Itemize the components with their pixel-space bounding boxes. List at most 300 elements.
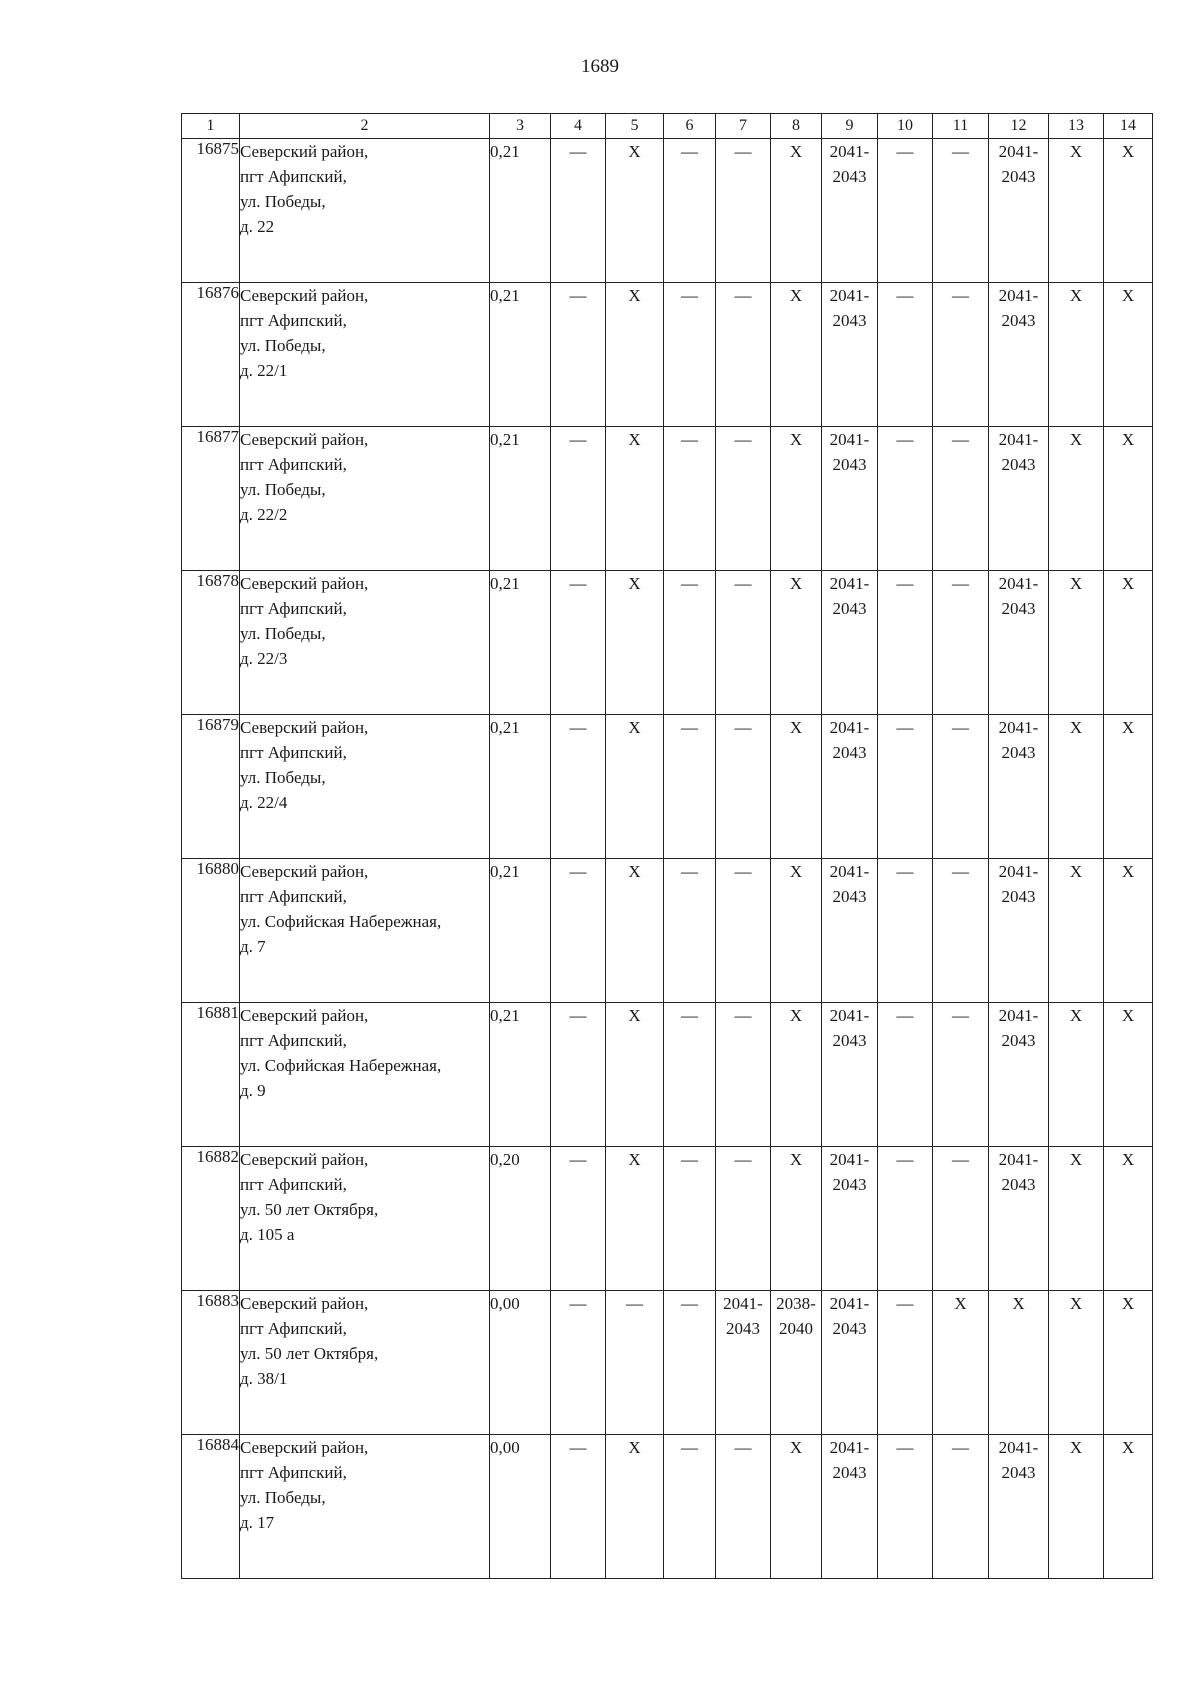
cell-value: X — [954, 1294, 967, 1313]
value-cell-col-5 — [606, 1435, 664, 1579]
table-row — [182, 715, 1153, 859]
value-cell-col-6 — [664, 1147, 716, 1291]
cell-value: 2043 — [1001, 599, 1036, 618]
cell-value: 2041- — [998, 142, 1039, 161]
value-cell-col-11 — [933, 571, 989, 715]
cell-value: X — [1069, 1438, 1083, 1457]
value-cell-col-9 — [822, 427, 878, 571]
cell-value: X — [1069, 1294, 1083, 1313]
cell-value: 2040 — [779, 1319, 813, 1338]
cell-value: — — [734, 1006, 752, 1025]
cell-value: 2043 — [832, 1031, 867, 1050]
cell-value: X — [1121, 1294, 1135, 1313]
address-cell — [240, 1291, 490, 1435]
value-cell-col-13 — [1049, 715, 1104, 859]
registry-table — [181, 113, 1153, 1579]
value-cell-col-7 — [716, 1003, 771, 1147]
value-cell-col-5 — [606, 427, 664, 571]
address-line: пгт Афипский, — [240, 1031, 347, 1050]
cell-value: — — [952, 430, 969, 449]
cell-value: 2043 — [1001, 1175, 1036, 1194]
value-cell-col-5 — [606, 1147, 664, 1291]
address-line: Северский район, — [240, 430, 369, 449]
value-cell-col-7 — [716, 859, 771, 1003]
cell-value: 2041- — [998, 574, 1039, 593]
cell-value: 2043 — [832, 167, 867, 186]
cell-value: X — [1069, 1150, 1083, 1169]
address-line: д. 22/3 — [240, 649, 288, 668]
cell-value: X — [1121, 574, 1135, 593]
value-cell-col-13 — [1049, 571, 1104, 715]
value-cell-col-7 — [716, 139, 771, 283]
value-cell-col-6 — [664, 139, 716, 283]
cell-value: 2043 — [726, 1319, 760, 1338]
cell-value: X — [1121, 1438, 1135, 1457]
value-cell-col-5 — [606, 1291, 664, 1435]
cell-value: — — [681, 1006, 698, 1025]
cell-value: X — [1121, 1006, 1135, 1025]
value-cell-col-8 — [771, 1147, 822, 1291]
cell-value: 0,00 — [490, 1294, 520, 1313]
value-cell-col-10 — [878, 1147, 933, 1291]
cell-value: 0,21 — [490, 430, 520, 449]
value-cell-col-9 — [822, 1435, 878, 1579]
value-cell-col-9 — [822, 715, 878, 859]
cell-value: X — [628, 1150, 641, 1169]
cell-value: — — [896, 1006, 914, 1025]
cell-value: — — [569, 718, 587, 737]
value-cell-col-12 — [989, 1435, 1049, 1579]
value-cell-col-5 — [606, 715, 664, 859]
value-cell-col-8 — [771, 571, 822, 715]
cell-value: — — [569, 430, 587, 449]
value-cell-col-10 — [878, 283, 933, 427]
value-cell-col-6 — [664, 859, 716, 1003]
cell-value: — — [681, 1438, 698, 1457]
value-cell-col-3 — [490, 859, 551, 1003]
value-cell-col-6 — [664, 283, 716, 427]
address-line: Северский район, — [240, 1438, 369, 1457]
cell-value: 2041- — [998, 1150, 1039, 1169]
value-cell-col-13 — [1049, 283, 1104, 427]
cell-value: — — [681, 718, 698, 737]
cell-value: 0,21 — [490, 142, 520, 161]
cell-value: X — [789, 718, 803, 737]
cell-value: X — [1121, 862, 1135, 881]
cell-value: 2043 — [1001, 1463, 1036, 1482]
cell-value: — — [896, 142, 914, 161]
value-cell-col-4 — [551, 1435, 606, 1579]
row-number: 16884 — [182, 1435, 240, 1579]
cell-value: X — [628, 142, 641, 161]
value-cell-col-7 — [716, 427, 771, 571]
cell-value: 0,21 — [490, 862, 520, 881]
value-cell-col-4 — [551, 1147, 606, 1291]
cell-value: 2041- — [829, 574, 870, 593]
column-header-11: 11 — [933, 114, 989, 139]
cell-value: — — [734, 430, 752, 449]
value-cell-col-11 — [933, 139, 989, 283]
column-header-3: 3 — [490, 114, 551, 139]
value-cell-col-10 — [878, 859, 933, 1003]
cell-value: — — [681, 430, 698, 449]
address-line: д. 22/4 — [240, 793, 288, 812]
cell-value: 2043 — [1001, 743, 1036, 762]
cell-value: X — [1069, 718, 1083, 737]
cell-value: 2043 — [832, 1463, 867, 1482]
address-cell — [240, 859, 490, 1003]
column-header-4: 4 — [551, 114, 606, 139]
cell-value: 2043 — [1001, 311, 1036, 330]
cell-value: — — [681, 286, 698, 305]
value-cell-col-4 — [551, 427, 606, 571]
value-cell-col-10 — [878, 1435, 933, 1579]
cell-value: X — [789, 1438, 803, 1457]
row-number: 16875 — [182, 139, 240, 283]
address-line: ул. Победы, — [240, 1488, 326, 1507]
cell-value: — — [896, 1438, 914, 1457]
cell-value: X — [789, 862, 803, 881]
value-cell-col-14 — [1104, 571, 1153, 715]
value-cell-col-11 — [933, 427, 989, 571]
value-cell-col-8 — [771, 283, 822, 427]
value-cell-col-4 — [551, 715, 606, 859]
address-line: Северский район, — [240, 718, 369, 737]
cell-value: X — [1069, 286, 1083, 305]
table-body — [182, 139, 1153, 1579]
value-cell-col-11 — [933, 859, 989, 1003]
value-cell-col-5 — [606, 1003, 664, 1147]
value-cell-col-8 — [771, 1003, 822, 1147]
cell-value: X — [1121, 718, 1135, 737]
value-cell-col-12 — [989, 283, 1049, 427]
value-cell-col-4 — [551, 859, 606, 1003]
cell-value: 2041- — [998, 718, 1039, 737]
cell-value: — — [626, 1294, 643, 1313]
cell-value: — — [952, 574, 969, 593]
cell-value: X — [1121, 1150, 1135, 1169]
cell-value: X — [1121, 142, 1135, 161]
value-cell-col-3 — [490, 283, 551, 427]
value-cell-col-4 — [551, 283, 606, 427]
value-cell-col-8 — [771, 1291, 822, 1435]
address-line: Северский район, — [240, 1294, 369, 1313]
cell-value: 0,00 — [490, 1438, 520, 1457]
value-cell-col-6 — [664, 427, 716, 571]
value-cell-col-9 — [822, 1147, 878, 1291]
cell-value: 2038- — [776, 1294, 816, 1313]
cell-value: — — [952, 1150, 969, 1169]
address-cell — [240, 1435, 490, 1579]
value-cell-col-3 — [490, 1291, 551, 1435]
cell-value: 2041- — [829, 430, 870, 449]
cell-value: — — [681, 1150, 698, 1169]
address-line: д. 9 — [240, 1081, 266, 1100]
cell-value: — — [734, 862, 752, 881]
value-cell-col-13 — [1049, 139, 1104, 283]
value-cell-col-5 — [606, 139, 664, 283]
cell-value: — — [681, 862, 698, 881]
address-line: пгт Афипский, — [240, 311, 347, 330]
value-cell-col-7 — [716, 571, 771, 715]
address-line: ул. Победы, — [240, 768, 326, 787]
value-cell-col-8 — [771, 715, 822, 859]
cell-value: — — [734, 574, 752, 593]
cell-value: 2041- — [829, 1294, 870, 1313]
value-cell-col-6 — [664, 1291, 716, 1435]
value-cell-col-7 — [716, 715, 771, 859]
address-line: ул. Победы, — [240, 336, 326, 355]
address-line: пгт Афипский, — [240, 455, 347, 474]
address-line: Северский район, — [240, 1006, 369, 1025]
cell-value: X — [1121, 430, 1135, 449]
row-number: 16881 — [182, 1003, 240, 1147]
cell-value: X — [628, 574, 641, 593]
cell-value: 2041- — [998, 1006, 1039, 1025]
table-row — [182, 139, 1153, 283]
value-cell-col-12 — [989, 427, 1049, 571]
column-header-13: 13 — [1049, 114, 1104, 139]
address-line: ул. Софийская Набережная, — [240, 912, 442, 931]
cell-value: 2043 — [1001, 887, 1036, 906]
cell-value: X — [1012, 1294, 1025, 1313]
column-header-5: 5 — [606, 114, 664, 139]
cell-value: 2043 — [1001, 1031, 1036, 1050]
address-line: Северский район, — [240, 142, 369, 161]
cell-value: 2043 — [832, 599, 867, 618]
cell-value: X — [628, 286, 641, 305]
address-line: д. 38/1 — [240, 1369, 288, 1388]
address-line: пгт Афипский, — [240, 743, 347, 762]
cell-value: — — [569, 574, 587, 593]
address-line: ул. 50 лет Октября, — [240, 1344, 379, 1363]
value-cell-col-14 — [1104, 1147, 1153, 1291]
cell-value: 2041- — [829, 718, 870, 737]
address-cell — [240, 715, 490, 859]
cell-value: 2041- — [829, 1006, 870, 1025]
cell-value: X — [1069, 430, 1083, 449]
cell-value: — — [952, 142, 969, 161]
cell-value: 2041- — [829, 1438, 870, 1457]
address-line: ул. 50 лет Октября, — [240, 1200, 379, 1219]
cell-value: — — [952, 718, 969, 737]
value-cell-col-11 — [933, 1435, 989, 1579]
value-cell-col-14 — [1104, 1435, 1153, 1579]
cell-value: X — [1121, 286, 1135, 305]
address-line: ул. Победы, — [240, 192, 326, 211]
value-cell-col-13 — [1049, 1291, 1104, 1435]
value-cell-col-3 — [490, 715, 551, 859]
value-cell-col-3 — [490, 571, 551, 715]
address-line: Северский район, — [240, 1150, 369, 1169]
address-line: ул. Софийская Набережная, — [240, 1056, 442, 1075]
value-cell-col-10 — [878, 715, 933, 859]
address-line: Северский район, — [240, 286, 369, 305]
cell-value: — — [952, 1006, 969, 1025]
cell-value: X — [1069, 862, 1083, 881]
cell-value: X — [789, 286, 803, 305]
cell-value: X — [789, 142, 803, 161]
cell-value: 2041- — [998, 286, 1039, 305]
cell-value: — — [952, 1438, 969, 1457]
cell-value: 2041- — [829, 142, 870, 161]
value-cell-col-4 — [551, 139, 606, 283]
address-line: д. 17 — [240, 1513, 275, 1532]
cell-value: — — [734, 1150, 752, 1169]
value-cell-col-10 — [878, 1003, 933, 1147]
cell-value: 2041- — [998, 1438, 1039, 1457]
table-row — [182, 1003, 1153, 1147]
column-header-14: 14 — [1104, 114, 1153, 139]
cell-value: — — [896, 1294, 914, 1313]
cell-value: 2041- — [998, 430, 1039, 449]
cell-value: — — [896, 718, 914, 737]
column-header-7: 7 — [716, 114, 771, 139]
cell-value: 2041- — [829, 1150, 870, 1169]
table-row — [182, 283, 1153, 427]
table-row — [182, 1147, 1153, 1291]
table-row — [182, 859, 1153, 1003]
value-cell-col-13 — [1049, 427, 1104, 571]
cell-value: X — [628, 430, 641, 449]
table-header-row — [182, 114, 1153, 139]
value-cell-col-3 — [490, 1003, 551, 1147]
cell-value: 2041- — [829, 286, 870, 305]
cell-value: — — [681, 142, 698, 161]
cell-value: — — [952, 286, 969, 305]
column-header-12: 12 — [989, 114, 1049, 139]
page-number: 1689 — [581, 56, 619, 77]
value-cell-col-13 — [1049, 859, 1104, 1003]
value-cell-col-14 — [1104, 139, 1153, 283]
value-cell-col-9 — [822, 139, 878, 283]
cell-value: X — [789, 430, 803, 449]
row-number: 16883 — [182, 1291, 240, 1435]
row-number: 16876 — [182, 283, 240, 427]
column-header-1: 1 — [182, 114, 240, 139]
cell-value: X — [628, 1006, 641, 1025]
cell-value: — — [896, 862, 914, 881]
cell-value: — — [734, 718, 752, 737]
cell-value: 0,21 — [490, 718, 520, 737]
cell-value: 2043 — [832, 455, 867, 474]
address-line: пгт Афипский, — [240, 1463, 347, 1482]
address-cell — [240, 427, 490, 571]
value-cell-col-7 — [716, 1435, 771, 1579]
value-cell-col-6 — [664, 571, 716, 715]
value-cell-col-12 — [989, 859, 1049, 1003]
table-row — [182, 1435, 1153, 1579]
table-row — [182, 427, 1153, 571]
address-line: д. 22 — [240, 217, 275, 236]
value-cell-col-12 — [989, 715, 1049, 859]
cell-value: X — [628, 718, 641, 737]
value-cell-col-11 — [933, 283, 989, 427]
cell-value: X — [1069, 1006, 1083, 1025]
cell-value: 2041- — [829, 862, 870, 881]
address-line: д. 22/1 — [240, 361, 288, 380]
cell-value: 0,21 — [490, 574, 520, 593]
cell-value: 0,21 — [490, 286, 520, 305]
cell-value: 2043 — [832, 1175, 867, 1194]
address-line: д. 105 а — [240, 1225, 295, 1244]
address-line: пгт Афипский, — [240, 1175, 347, 1194]
value-cell-col-14 — [1104, 427, 1153, 571]
cell-value: X — [628, 1438, 641, 1457]
value-cell-col-3 — [490, 1435, 551, 1579]
value-cell-col-10 — [878, 571, 933, 715]
cell-value: 2043 — [1001, 167, 1036, 186]
row-number: 16877 — [182, 427, 240, 571]
address-line: пгт Афипский, — [240, 599, 347, 618]
value-cell-col-12 — [989, 1147, 1049, 1291]
cell-value: — — [734, 142, 752, 161]
cell-value: 0,20 — [490, 1150, 520, 1169]
address-line: пгт Афипский, — [240, 1319, 347, 1338]
address-line: пгт Афипский, — [240, 887, 347, 906]
cell-value: 2043 — [832, 311, 867, 330]
address-line: д. 7 — [240, 937, 266, 956]
row-number: 16882 — [182, 1147, 240, 1291]
value-cell-col-4 — [551, 1003, 606, 1147]
value-cell-col-10 — [878, 139, 933, 283]
address-cell — [240, 139, 490, 283]
cell-value: — — [569, 286, 587, 305]
cell-value: 2043 — [1001, 455, 1036, 474]
value-cell-col-5 — [606, 859, 664, 1003]
cell-value: — — [734, 286, 752, 305]
value-cell-col-14 — [1104, 715, 1153, 859]
value-cell-col-14 — [1104, 283, 1153, 427]
value-cell-col-11 — [933, 1291, 989, 1435]
cell-value: — — [952, 862, 969, 881]
value-cell-col-6 — [664, 1003, 716, 1147]
cell-value: X — [1069, 574, 1083, 593]
cell-value: X — [789, 1006, 803, 1025]
row-number: 16880 — [182, 859, 240, 1003]
value-cell-col-7 — [716, 283, 771, 427]
value-cell-col-8 — [771, 1435, 822, 1579]
value-cell-col-9 — [822, 1003, 878, 1147]
value-cell-col-5 — [606, 571, 664, 715]
cell-value: — — [896, 430, 914, 449]
value-cell-col-8 — [771, 427, 822, 571]
address-line: Северский район, — [240, 574, 369, 593]
cell-value: 2041- — [998, 862, 1039, 881]
value-cell-col-10 — [878, 427, 933, 571]
value-cell-col-14 — [1104, 1291, 1153, 1435]
value-cell-col-8 — [771, 859, 822, 1003]
cell-value: 2043 — [832, 1319, 867, 1338]
cell-value: — — [569, 1438, 587, 1457]
table-row — [182, 571, 1153, 715]
column-header-6: 6 — [664, 114, 716, 139]
column-header-10: 10 — [878, 114, 933, 139]
cell-value: 2043 — [832, 887, 867, 906]
value-cell-col-9 — [822, 283, 878, 427]
address-cell — [240, 1003, 490, 1147]
value-cell-col-5 — [606, 283, 664, 427]
cell-value: X — [628, 862, 641, 881]
value-cell-col-14 — [1104, 1003, 1153, 1147]
address-cell — [240, 1147, 490, 1291]
cell-value: X — [789, 574, 803, 593]
cell-value: — — [681, 574, 698, 593]
cell-value: 2043 — [832, 743, 867, 762]
cell-value: — — [569, 1150, 587, 1169]
table-row — [182, 1291, 1153, 1435]
cell-value: — — [569, 862, 587, 881]
